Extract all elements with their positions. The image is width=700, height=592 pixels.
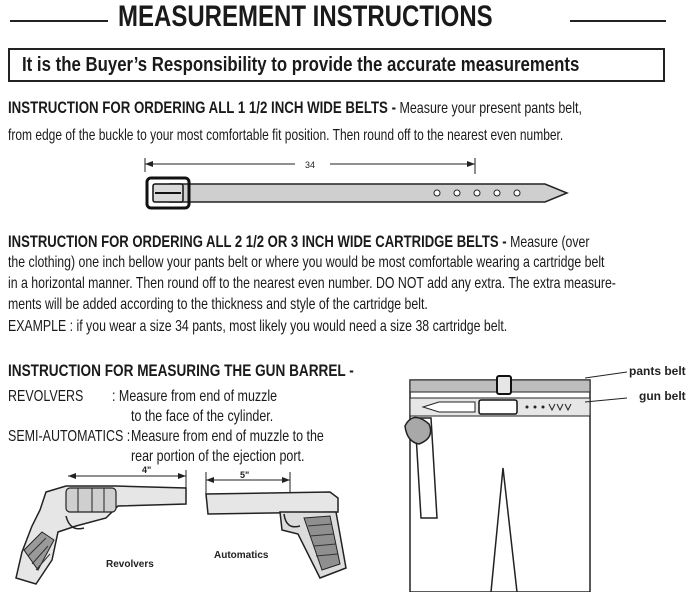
section1-line1	[8, 98, 582, 118]
holster-diagram	[395, 358, 700, 592]
revolver-illustration	[6, 466, 196, 592]
section2-heading: INSTRUCTION FOR ORDERING ALL 2 1/2 OR 3 INCH WIDE CARTRIDGE BELTS -	[8, 232, 507, 251]
revolver-caption: Revolvers	[106, 559, 154, 570]
title-rule-left	[10, 20, 108, 22]
pants-belt-label: pants belt	[629, 364, 686, 378]
section2-text-line2: the clothing) one inch bellow your pants belt or where you would be most comfortable wearing a cartridge belt	[8, 254, 605, 271]
revolver-measure-label: 4"	[142, 466, 152, 475]
page-title: MEASUREMENT INSTRUCTIONS	[118, 0, 493, 33]
gun-belt-label: gun belt	[639, 389, 686, 403]
semi-text1: Measure from end of muzzle to the	[131, 428, 324, 445]
semi-label: SEMI-AUTOMATICS :	[8, 428, 131, 445]
auto-caption: Automatics	[214, 550, 269, 561]
belt-measure-label: 34	[305, 160, 316, 170]
revolvers-text2: to the face of the cylinder.	[131, 408, 274, 425]
section3-heading: INSTRUCTION FOR MEASURING THE GUN BARREL -	[8, 361, 354, 380]
automatic-illustration	[200, 468, 370, 592]
section2-text-line1: Measure (over	[510, 234, 590, 251]
auto-measure-label: 5"	[240, 470, 250, 480]
semi-text2: rear portion of the ejection port.	[131, 448, 305, 465]
revolvers-text1: : Measure from end of muzzle	[112, 388, 278, 405]
section2-example: EXAMPLE : if you wear a size 34 pants, most likely you would need a size 38 cartridge belt.	[8, 318, 508, 335]
title-rule-right	[570, 20, 666, 22]
responsibility-text: It is the Buyer’s Responsibility to provide the accurate measurements	[22, 54, 580, 76]
revolvers-label: REVOLVERS	[8, 388, 84, 405]
section2-text-line4: ments will be added according to the thickness and style of the cartridge belt.	[8, 296, 428, 313]
section1-heading: INSTRUCTION FOR ORDERING ALL 1 1/2 INCH WIDE BELTS -	[8, 98, 397, 117]
section1-text-line1: Measure your present pants belt,	[399, 100, 582, 117]
section2-line1	[8, 232, 590, 252]
section2-text-line3: in a horizontal manner. Then round off to the nearest even number. DO NOT add any extra. The extra measure-	[8, 275, 616, 292]
section1-text-line2: from edge of the buckle to your most comfortable fit position. Then round off to the nearest even number.	[8, 127, 564, 144]
belt-diagram	[135, 150, 575, 220]
